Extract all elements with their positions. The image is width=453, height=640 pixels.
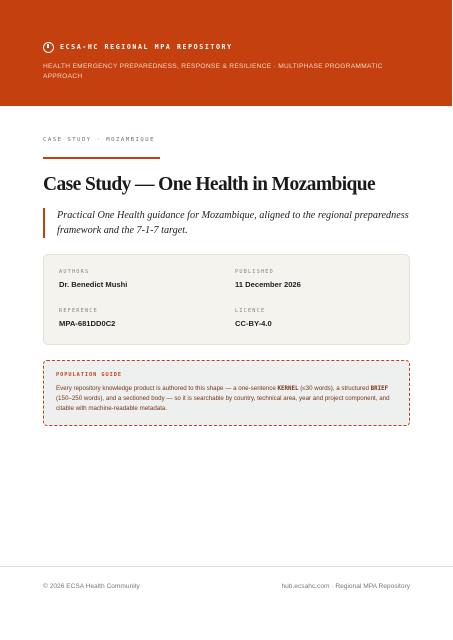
brief-term: BRIEF xyxy=(370,386,389,392)
guide-text-part: (150–250 words), and a sectioned body — so it is searchable by country, technical area, year and project component, and citable with machine-readable metadata. xyxy=(56,395,390,412)
footer-site-link[interactable]: hub.ecsahc.com · Regional MPA Repository xyxy=(281,583,410,590)
accent-rule xyxy=(43,157,160,159)
population-guide xyxy=(43,360,410,426)
brand-title: ECSA-HC REGIONAL MPA REPOSITORY xyxy=(60,43,233,51)
licence-value: CC-BY-4.0 xyxy=(235,318,272,328)
power-icon xyxy=(43,42,54,53)
site-footer xyxy=(43,582,410,591)
reference-label: REFERENCE xyxy=(59,307,98,314)
brand[interactable] xyxy=(43,42,409,53)
reference-value: MPA-681DD0C2 xyxy=(59,318,116,328)
guide-text-part: (≤30 words), a structured xyxy=(298,385,371,392)
lede: Practical One Health guidance for Mozambique, aligned to the regional preparedness framework and the 7-1-7 target. xyxy=(43,208,410,238)
meta-reference xyxy=(59,307,235,336)
footer-divider xyxy=(0,566,453,567)
authors-label: AUTHORS xyxy=(59,269,90,275)
guide-text xyxy=(56,384,397,414)
meta-licence xyxy=(235,307,395,336)
published-value: 11 December 2026 xyxy=(235,280,301,289)
eyebrow: CASE STUDY · MOZAMBIQUE xyxy=(43,137,155,143)
main-content xyxy=(43,136,410,426)
kernel-term: KERNEL xyxy=(277,386,299,392)
header-subtitle: HEALTH EMERGENCY PREPAREDNESS, RESPONSE & RESILIENCE · MULTIPHASE PROGRAMMATIC APPROACH xyxy=(43,63,383,80)
published-label: PUBLISHED xyxy=(235,269,274,275)
footer-copyright: © 2026 ECSA Health Community xyxy=(43,583,140,590)
authors-value: Dr. Benedict Mushi xyxy=(59,280,128,289)
guide-text-part: Every repository knowledge product is authored to this shape — a one-sentence xyxy=(56,385,278,392)
metadata-card xyxy=(43,254,410,345)
page-title: Case Study — One Health in Mozambique xyxy=(43,174,376,195)
meta-published xyxy=(235,268,395,297)
meta-authors xyxy=(59,268,235,297)
licence-label: LICENCE xyxy=(235,307,266,314)
guide-label: POPULATION GUIDE xyxy=(56,372,122,378)
site-header xyxy=(0,0,452,106)
